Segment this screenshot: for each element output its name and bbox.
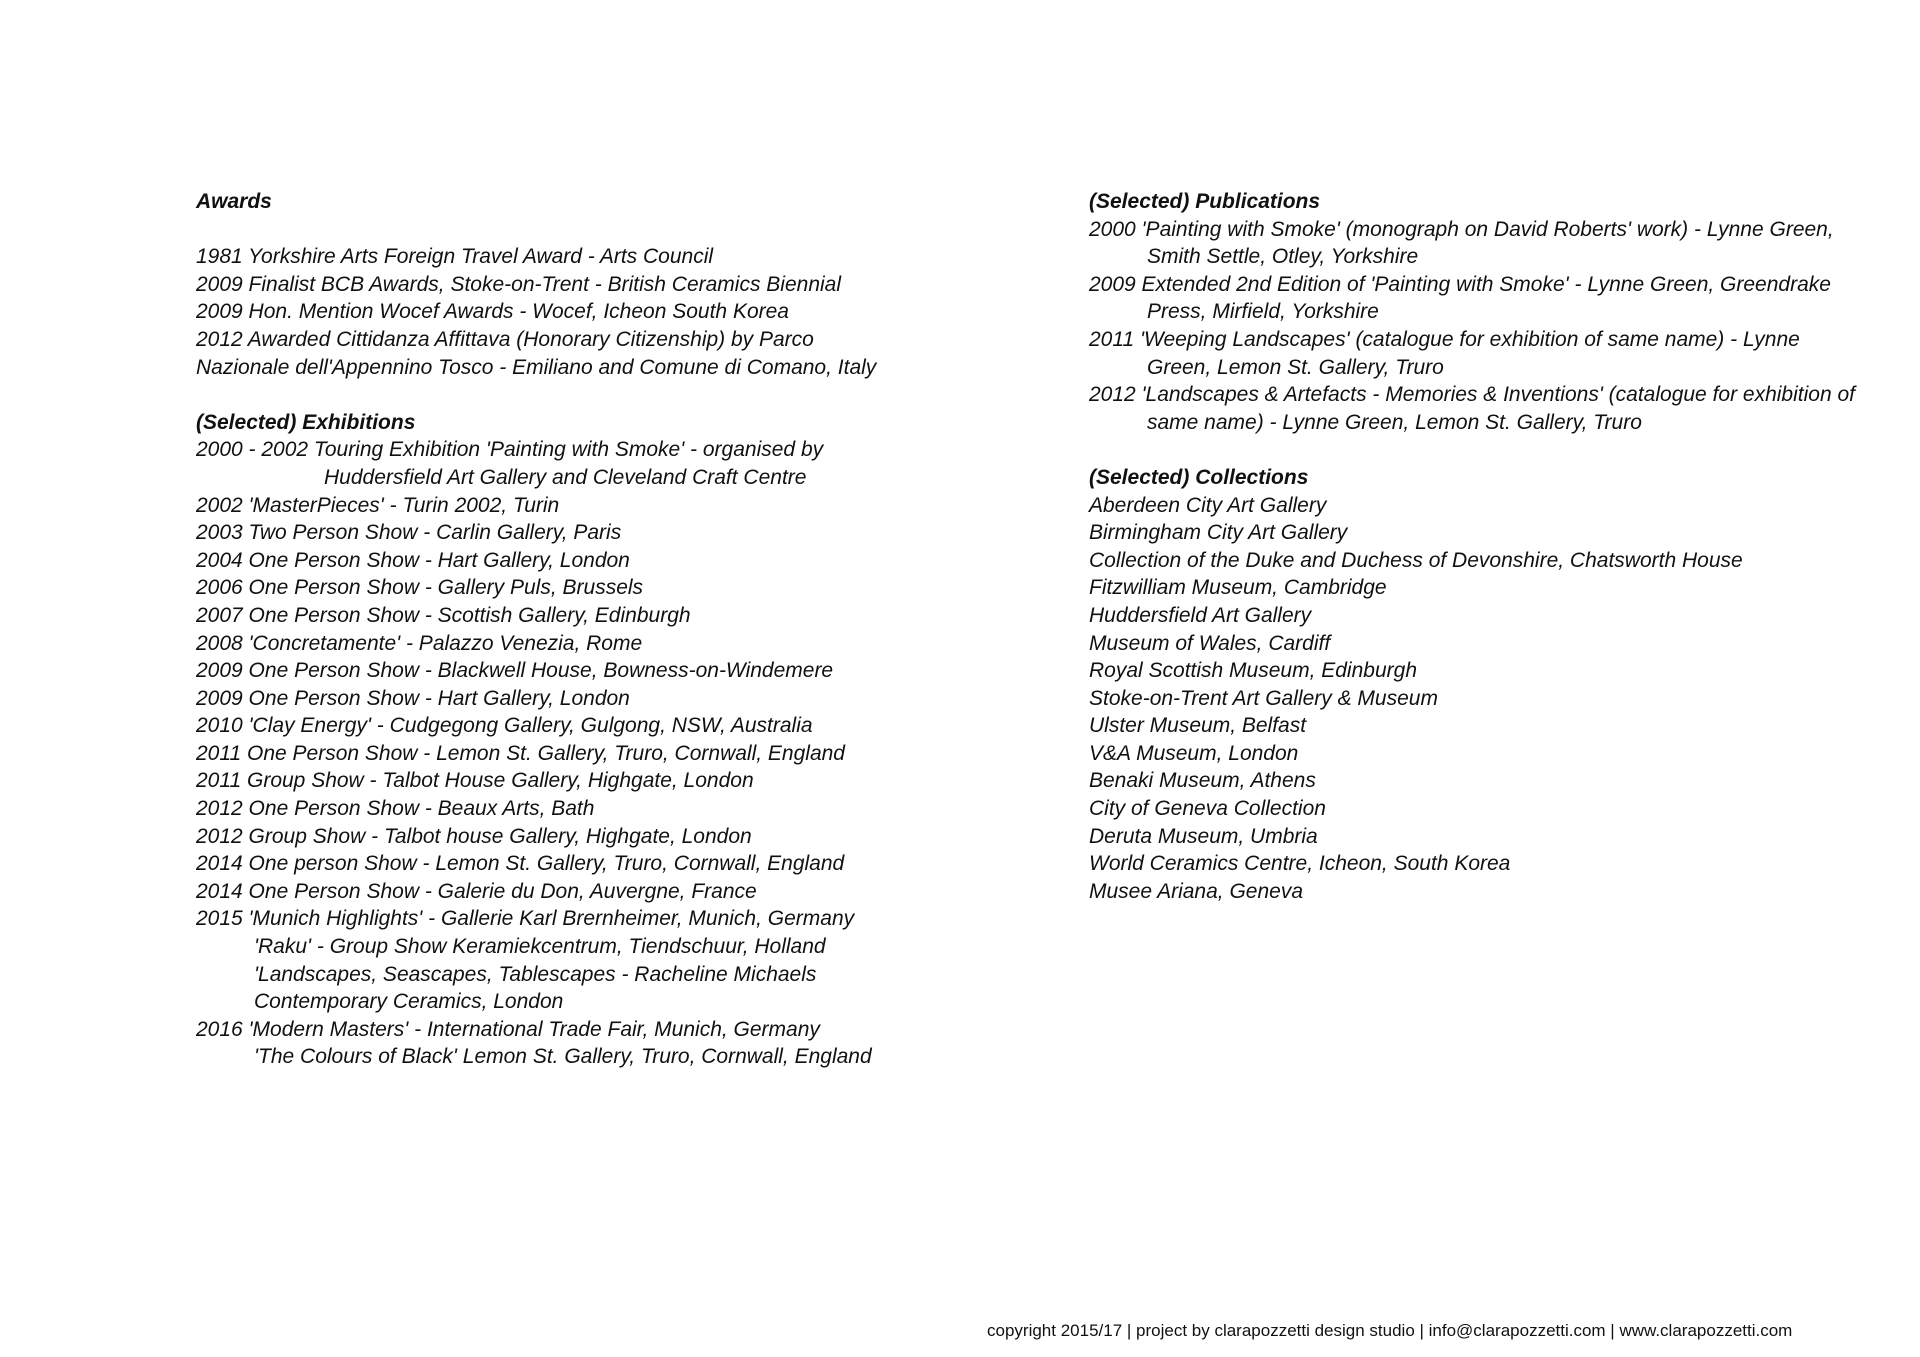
collection-item: V&A Museum, London — [1089, 741, 1299, 765]
exhibition-item: 2012 One Person Show - Beaux Arts, Bath — [196, 797, 595, 821]
collection-item: Musee Ariana, Geneva — [1089, 879, 1304, 903]
exhibition-item: 2009 One Person Show - Hart Gallery, London — [196, 686, 630, 710]
award-item-continued: Nazionale dell'Appennino Tosco - Emiliano and Comune di Comano, Italy — [196, 355, 877, 379]
exhibition-item-continued: Huddersfield Art Gallery and Cleveland Craft Centre — [324, 465, 807, 489]
exhibition-item: 2016 'Modern Masters' - International Trade Fair, Munich, Germany — [196, 1017, 820, 1041]
exhibition-item: 2011 One Person Show - Lemon St. Gallery, Truro, Cornwall, England — [196, 741, 845, 765]
publication-item: 2012 'Landscapes & Artefacts - Memories & Inventions' (catalogue for exhibition of same name) - Lynne Green, Lemon St. Gallery, Truro — [1089, 383, 1855, 434]
exhibitions-heading: (Selected) Exhibitions — [196, 410, 416, 434]
exhibition-item: 2004 One Person Show - Hart Gallery, London — [196, 548, 630, 572]
awards-heading: Awards — [196, 190, 272, 213]
collection-item: World Ceramics Centre, Icheon, South Korea — [1089, 852, 1511, 876]
exhibition-item: 2015 'Munich Highlights' - Gallerie Karl Brernheimer, Munich, Germany — [196, 907, 855, 931]
exhibition-item: 2008 'Concretamente' - Palazzo Venezia, Rome — [196, 631, 643, 655]
collection-item: Aberdeen City Art Gallery — [1089, 493, 1327, 517]
footer-credits: copyright 2015/17 | project by clarapozzetti design studio | info@clarapozzetti.com | www.clarapozzetti.com — [987, 1321, 1793, 1340]
left-column — [196, 188, 1076, 1071]
collection-item: Benaki Museum, Athens — [1089, 769, 1316, 793]
award-item: 1981 Yorkshire Arts Foreign Travel Award - Arts Council — [196, 245, 714, 269]
exhibition-item: 2003 Two Person Show - Carlin Gallery, Paris — [196, 521, 622, 545]
publication-item: 2000 'Painting with Smoke' (monograph on David Roberts' work) - Lynne Green, Smith Settle, Otley, Yorkshire — [1089, 217, 1834, 269]
collection-item: Huddersfield Art Gallery — [1089, 603, 1312, 627]
exhibition-item-continued: 'The Colours of Black' Lemon St. Gallery, Truro, Cornwall, England — [254, 1045, 872, 1069]
exhibition-item-continued: Contemporary Ceramics, London — [254, 990, 564, 1014]
collection-item: City of Geneva Collection — [1089, 797, 1326, 821]
exhibition-item: 2002 'MasterPieces' - Turin 2002, Turin — [196, 493, 560, 517]
collection-item: Royal Scottish Museum, Edinburgh — [1089, 659, 1417, 683]
award-item: 2009 Finalist BCB Awards, Stoke-on-Trent - British Ceramics Biennial — [196, 272, 842, 296]
collection-item: Deruta Museum, Umbria — [1089, 824, 1318, 848]
publication-item: 2011 'Weeping Landscapes' (catalogue for exhibition of same name) - Lynne Green, Lemon St. Gallery, Truro — [1089, 327, 1800, 379]
collection-item: Fitzwilliam Museum, Cambridge — [1089, 576, 1387, 600]
exhibition-item: 2014 One person Show - Lemon St. Gallery, Truro, Cornwall, England — [196, 852, 845, 876]
collection-item: Birmingham City Art Gallery — [1089, 521, 1348, 545]
collections-heading: (Selected) Collections — [1089, 465, 1309, 489]
exhibition-item-continued: 'Landscapes, Seascapes, Tablescapes - Racheline Michaels — [254, 962, 817, 986]
collection-item: Museum of Wales, Cardiff — [1089, 631, 1331, 655]
exhibition-item: 2010 'Clay Energy' - Cudgegong Gallery, Gulgong, NSW, Australia — [196, 714, 813, 738]
collection-item: Ulster Museum, Belfast — [1089, 714, 1307, 738]
exhibition-item: 2012 Group Show - Talbot house Gallery, Highgate, London — [196, 824, 752, 848]
award-item: 2012 Awarded Cittidanza Affittava (Honorary Citizenship) by Parco — [196, 327, 814, 351]
exhibition-item: 2000 - 2002 Touring Exhibition 'Painting with Smoke' - organised by — [196, 438, 824, 462]
exhibition-item: 2007 One Person Show - Scottish Gallery, Edinburgh — [196, 603, 691, 627]
exhibition-item: 2011 Group Show - Talbot House Gallery, Highgate, London — [196, 769, 754, 793]
exhibition-item: 2014 One Person Show - Galerie du Don, Auvergne, France — [196, 879, 757, 903]
award-item: 2009 Hon. Mention Wocef Awards - Wocef, Icheon South Korea — [196, 300, 789, 324]
publication-item: 2009 Extended 2nd Edition of 'Painting with Smoke' - Lynne Green, Greendrake Press, Mirfield, Yorkshire — [1089, 272, 1831, 324]
publications-heading: (Selected) Publications — [1089, 190, 1321, 213]
collection-item: Stoke-on-Trent Art Gallery & Museum — [1089, 686, 1438, 710]
right-column — [1089, 188, 1869, 905]
exhibition-item-continued: 'Raku' - Group Show Keramiekcentrum, Tiendschuur, Holland — [254, 935, 826, 959]
exhibition-item: 2006 One Person Show - Gallery Puls, Brussels — [196, 576, 644, 600]
exhibition-item: 2009 One Person Show - Blackwell House, Bowness-on-Windemere — [196, 659, 834, 683]
collection-item: Collection of the Duke and Duchess of Devonshire, Chatsworth House — [1089, 548, 1743, 572]
